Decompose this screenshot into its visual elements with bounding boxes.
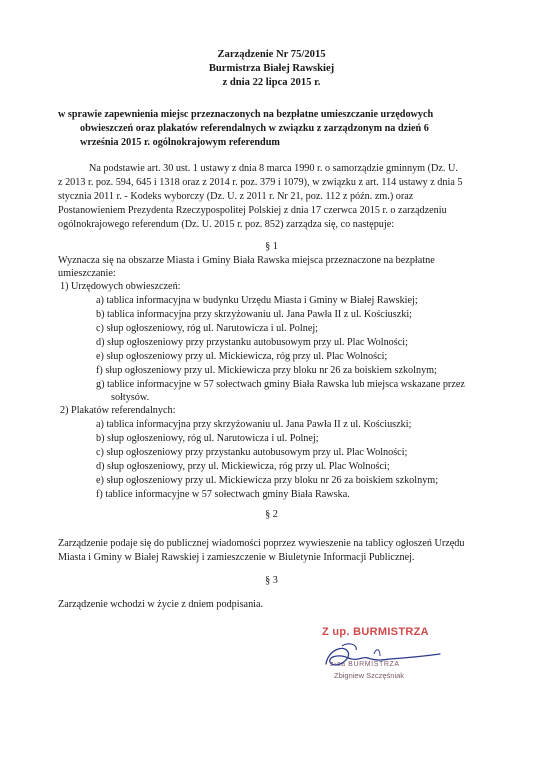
section-3-line-1: Zarządzenie wchodzi w życie z dniem podpisania. (58, 599, 264, 610)
section-2-line-1: Zarządzenie podaje się do publicznej wiadomości poprzez wywieszenie na tablicy ogłoszeń Urzędu (58, 538, 465, 549)
section-1-mark: § 1 (265, 241, 278, 252)
list-2-item-b: b) słup ogłoszeniowy, róg ul. Narutowicza i ul. Polnej; (96, 433, 319, 444)
stamp-signatory-name: Zbigniew Szczęśniak (334, 671, 405, 680)
document-number: Zarządzenie Nr 75/2015 (217, 49, 326, 60)
stamp-deputy-title: z-ca BURMISTRZA (330, 661, 400, 668)
list-1-title: 1) Urzędowych obwieszczeń: (60, 281, 181, 292)
subject-line-2: obwieszczeń oraz plakatów referendalnych w związku z zarządzonym na dzień 6 (80, 123, 429, 134)
list-2-item-d: d) słup ogłoszeniowy, przy ul. Mickiewicza, róg przy ul. Plac Wolności; (96, 461, 390, 472)
list-2-item-c: c) słup ogłoszeniowy przy przystanku autobusowym przy ul. Plac Wolności; (96, 447, 408, 458)
issue-date: z dnia 22 lipca 2015 r. (222, 77, 321, 88)
preamble-line-3: stycznia 2011 r. - Kodeks wyborczy (Dz. U. z 2011 r. Nr 21, poz. 112 z późn. zm.) oraz (58, 191, 414, 202)
list-2-title: 2) Plakatów referendalnych: (60, 405, 176, 416)
preamble-line-2: z 2013 r. poz. 594, 645 i 1318 oraz z 2014 r. poz. 379 i 1079), w związku z art. 114 ustawy z dnia 5 (58, 177, 463, 188)
preamble-line-5: ogólnokrajowego referendum (Dz. U. 2015 r. poz. 852) zarządza się, co następuje: (58, 219, 395, 230)
list-1-item-g-continued: sołtysów. (111, 392, 150, 403)
list-1-item-f: f) słup ogłoszeniowy przy ul. Mickiewicza przy bloku nr 26 za boiskiem szkolnym; (96, 365, 437, 376)
section-1-intro-2: umieszczanie: (58, 268, 116, 279)
list-1-item-c: c) słup ogłoszeniowy, róg ul. Narutowicza i ul. Polnej; (96, 323, 319, 334)
list-1-item-d: d) słup ogłoszeniowy przy przystanku autobusowym przy ul. Plac Wolności; (96, 337, 408, 348)
list-1-item-b: b) tablica informacyjna przy skrzyżowaniu ul. Jana Pawła II z ul. Kościuszki; (96, 309, 412, 320)
section-2-mark: § 2 (265, 509, 278, 520)
list-2-item-f: f) tablice informacyjne w 57 sołectwach gminy Biała Rawska. (96, 489, 350, 500)
list-1-item-e: e) słup ogłoszeniowy przy ul. Mickiewicza, róg przy ul. Plac Wolności; (96, 351, 388, 362)
list-1-item-a: a) tablica informacyjna w budynku Urzędu Miasta i Gminy w Białej Rawskiej; (96, 295, 418, 306)
subject-line-1: w sprawie zapewnienia miejsc przeznaczonych na bezpłatne umieszczanie urzędowych (58, 109, 434, 120)
preamble-line-1: Na podstawie art. 30 ust. 1 ustawy z dnia 8 marca 1990 r. o samorządzie gminnym (Dz. U. (89, 163, 458, 174)
section-2-line-2: Miasta i Gminy w Białej Rawskiej i zamieszczenie w Biuletynie Informacji Publicznej. (58, 552, 415, 563)
list-1-item-g: g) tablice informacyjne w 57 sołectwach gminy Biała Rawska lub miejsca wskazane przez (96, 379, 465, 390)
list-2-item-a: a) tablica informacyjna przy skrzyżowaniu ul. Jana Pawła II z ul. Kościuszki; (96, 419, 412, 430)
issuer: Burmistrza Białej Rawskiej (208, 63, 335, 74)
preamble-line-4: Postanowieniem Prezydenta Rzeczypospolitej Polskiej z dnia 17 czerwca 2015 r. o zarządzeniu (58, 205, 447, 216)
stamp-authorization: Z up. BURMISTRZA (322, 626, 429, 638)
section-3-mark: § 3 (265, 575, 278, 586)
handwritten-signature (318, 636, 458, 676)
list-2-item-e: e) słup ogłoszeniowy przy ul. Mickiewicza przy bloku nr 26 za boiskiem szkolnym; (96, 475, 439, 486)
section-1-intro-1: Wyznacza się na obszarze Miasta i Gminy Biała Rawska miejsca przeznaczone na bezpłatne (58, 255, 435, 266)
subject-line-3: września 2015 r. ogólnokrajowym referendum (80, 137, 280, 148)
